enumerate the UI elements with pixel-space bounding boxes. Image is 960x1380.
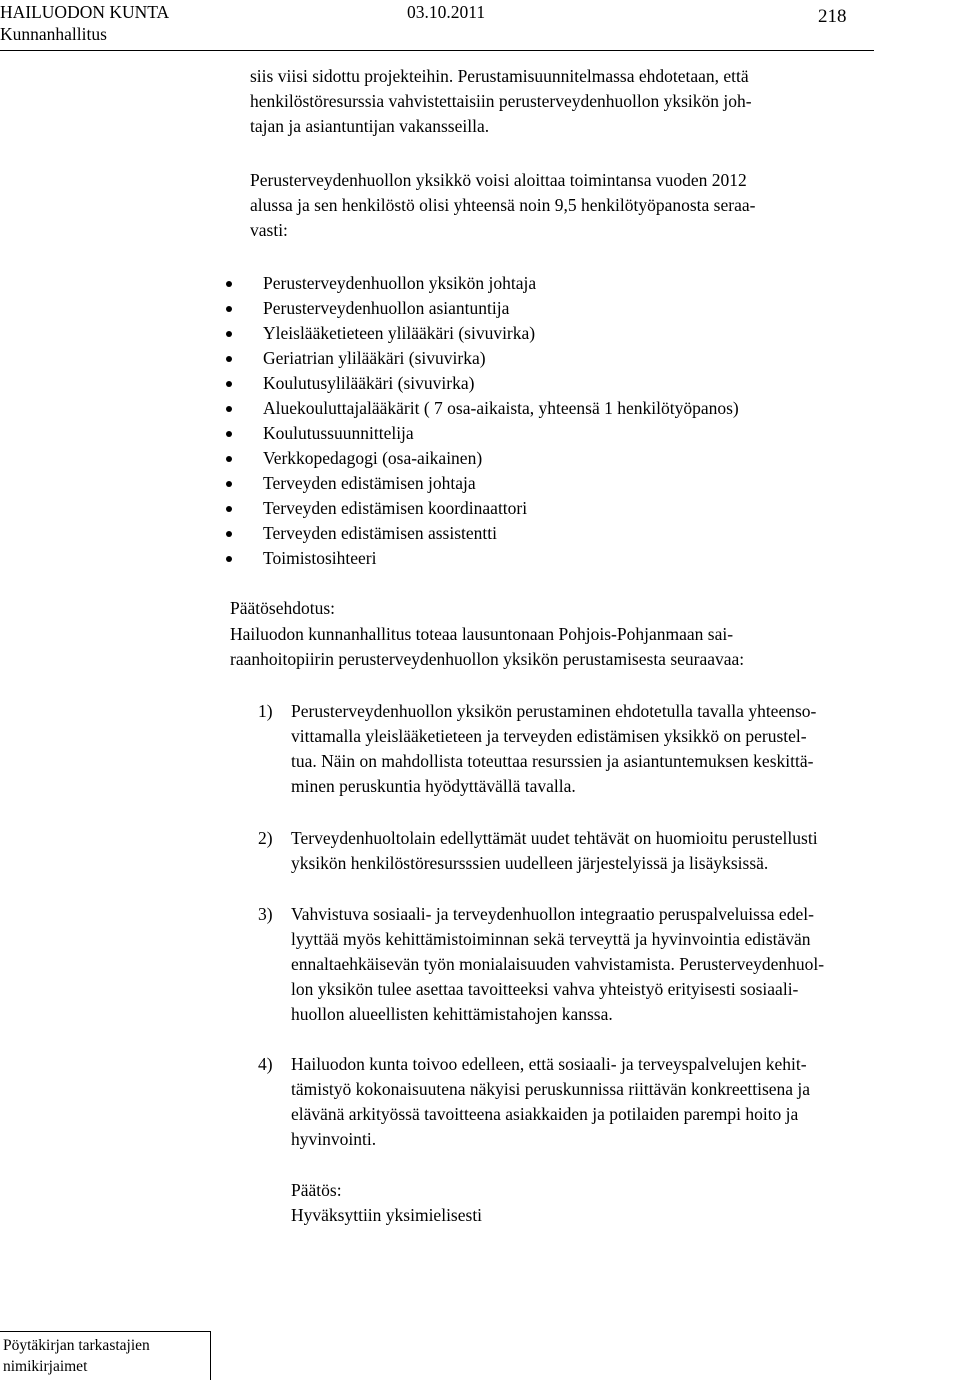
point-line: lyyttää myös kehittämistoiminnan sekä terveyttä ja hyvinvointia edistävän (291, 929, 811, 949)
header-date: 03.10.2011 (407, 2, 486, 22)
page-number: 218 (818, 6, 847, 27)
header-municipality: HAILUODON KUNTA (0, 2, 170, 22)
para2-line: alussa ja sen henkilöstö olisi yhteensä noin 9,5 henkilötyöpanosta seraa- (250, 195, 756, 215)
staff-list-item: Toimistosihteeri (263, 548, 377, 568)
point-number: 2) (258, 828, 273, 848)
bullet-icon (226, 431, 232, 437)
proposal-heading: Päätösehdotus: (230, 598, 335, 618)
point-line: hyvinvointi. (291, 1129, 377, 1149)
bullet-icon (226, 556, 232, 562)
footer-line: nimikirjaimet (3, 1358, 88, 1375)
footer-line: Pöytäkirjan tarkastajien (3, 1337, 150, 1354)
point-line: Perusterveydenhuollon yksikön perustaminen ehdotetulla tavalla yhteenso- (291, 701, 817, 721)
bullet-icon (226, 481, 232, 487)
staff-list-item: Terveyden edistämisen assistentti (263, 523, 497, 543)
header-rule (0, 50, 874, 51)
point-line: tämistyö kokonaisuutena näkyisi peruskunnissa riittävän konkreettisena ja (291, 1079, 811, 1099)
bullet-icon (226, 531, 232, 537)
staff-list-item: Terveyden edistämisen johtaja (263, 473, 476, 493)
bullet-icon (226, 356, 232, 362)
intro-line: henkilöstöresurssia vahvistettaisiin perusterveydenhuollon yksikön joh- (250, 91, 752, 111)
para2-line: vasti: (250, 220, 288, 240)
point-line: Hailuodon kunta toivoo edelleen, että sosiaali- ja terveyspalvelujen kehit- (291, 1054, 807, 1074)
staff-list-item: Perusterveydenhuollon yksikön johtaja (263, 273, 537, 293)
bullet-icon (226, 331, 232, 337)
intro-line: tajan ja asiantuntijan vakansseilla. (250, 116, 490, 136)
point-line: yksikön henkilöstöresursssien uudelleen järjestelyissä ja lisäyksissä. (291, 853, 769, 873)
point-line: Vahvistuva sosiaali- ja terveydenhuollon integraatio peruspalveluissa edel- (291, 904, 814, 924)
staff-list-item: Perusterveydenhuollon asiantuntija (263, 298, 510, 318)
bullet-icon (226, 281, 232, 287)
decision-heading: Päätös: (291, 1180, 342, 1200)
bullet-icon (226, 506, 232, 512)
bullet-icon (226, 306, 232, 312)
decision-text: Hyväksyttiin yksimielisesti (291, 1205, 483, 1225)
point-line: ennaltaehkäisevän työn monialaisuuden vahvistamista. Perusterveydenhuol- (291, 954, 825, 974)
bullet-icon (226, 381, 232, 387)
bullet-icon (226, 456, 232, 462)
point-number: 3) (258, 904, 273, 924)
staff-list-item: Terveyden edistämisen koordinaattori (263, 498, 528, 518)
header-body: Kunnanhallitus (0, 24, 107, 44)
staff-list-item: Koulutusylilääkäri (sivuvirka) (263, 373, 475, 393)
staff-list-item: Geriatrian ylilääkäri (sivuvirka) (263, 348, 486, 368)
point-number: 1) (258, 701, 273, 721)
intro-line: siis viisi sidottu projekteihin. Perustamisuunnitelmassa ehdotetaan, että (250, 66, 749, 86)
point-line: huollon alueellisten kehittämistahojen kanssa. (291, 1004, 613, 1024)
point-line: tua. Näin on mahdollista toteuttaa resurssien ja asiantuntemuksen keskittä- (291, 751, 814, 771)
staff-list-item: Aluekouluttajalääkärit ( 7 osa-aikaista, yhteensä 1 henkilötyöpanos) (263, 398, 739, 418)
point-line: vittamalla yleislääketieteen ja terveyden edistämisen yksikkö on perustel- (291, 726, 807, 746)
staff-list-item: Koulutussuunnittelija (263, 423, 414, 443)
para2-line: Perusterveydenhuollon yksikkö voisi aloittaa toimintansa vuoden 2012 (250, 170, 747, 190)
point-line: elävänä arkityössä tavoitteena asiakkaiden ja potilaiden parempi hoito ja (291, 1104, 799, 1124)
bullet-icon (226, 406, 232, 412)
staff-list-item: Yleislääketieteen ylilääkäri (sivuvirka) (263, 323, 536, 343)
point-line: minen peruskuntia hyödyttävällä tavalla. (291, 776, 576, 796)
staff-list-item: Verkkopedagogi (osa-aikainen) (263, 448, 483, 468)
point-line: lon yksikön tulee asettaa tavoitteeksi vahva yhteistyö erityisesti sosiaali- (291, 979, 799, 999)
point-number: 4) (258, 1054, 273, 1074)
proposal-line: raanhoitopiirin perusterveydenhuollon yksikön perustamisesta seuraavaa: (230, 649, 745, 669)
point-line: Terveydenhuoltolain edellyttämät uudet tehtävät on huomioitu perustellusti (291, 828, 818, 848)
proposal-line: Hailuodon kunnanhallitus toteaa lausuntonaan Pohjois-Pohjanmaan sai- (230, 624, 734, 644)
